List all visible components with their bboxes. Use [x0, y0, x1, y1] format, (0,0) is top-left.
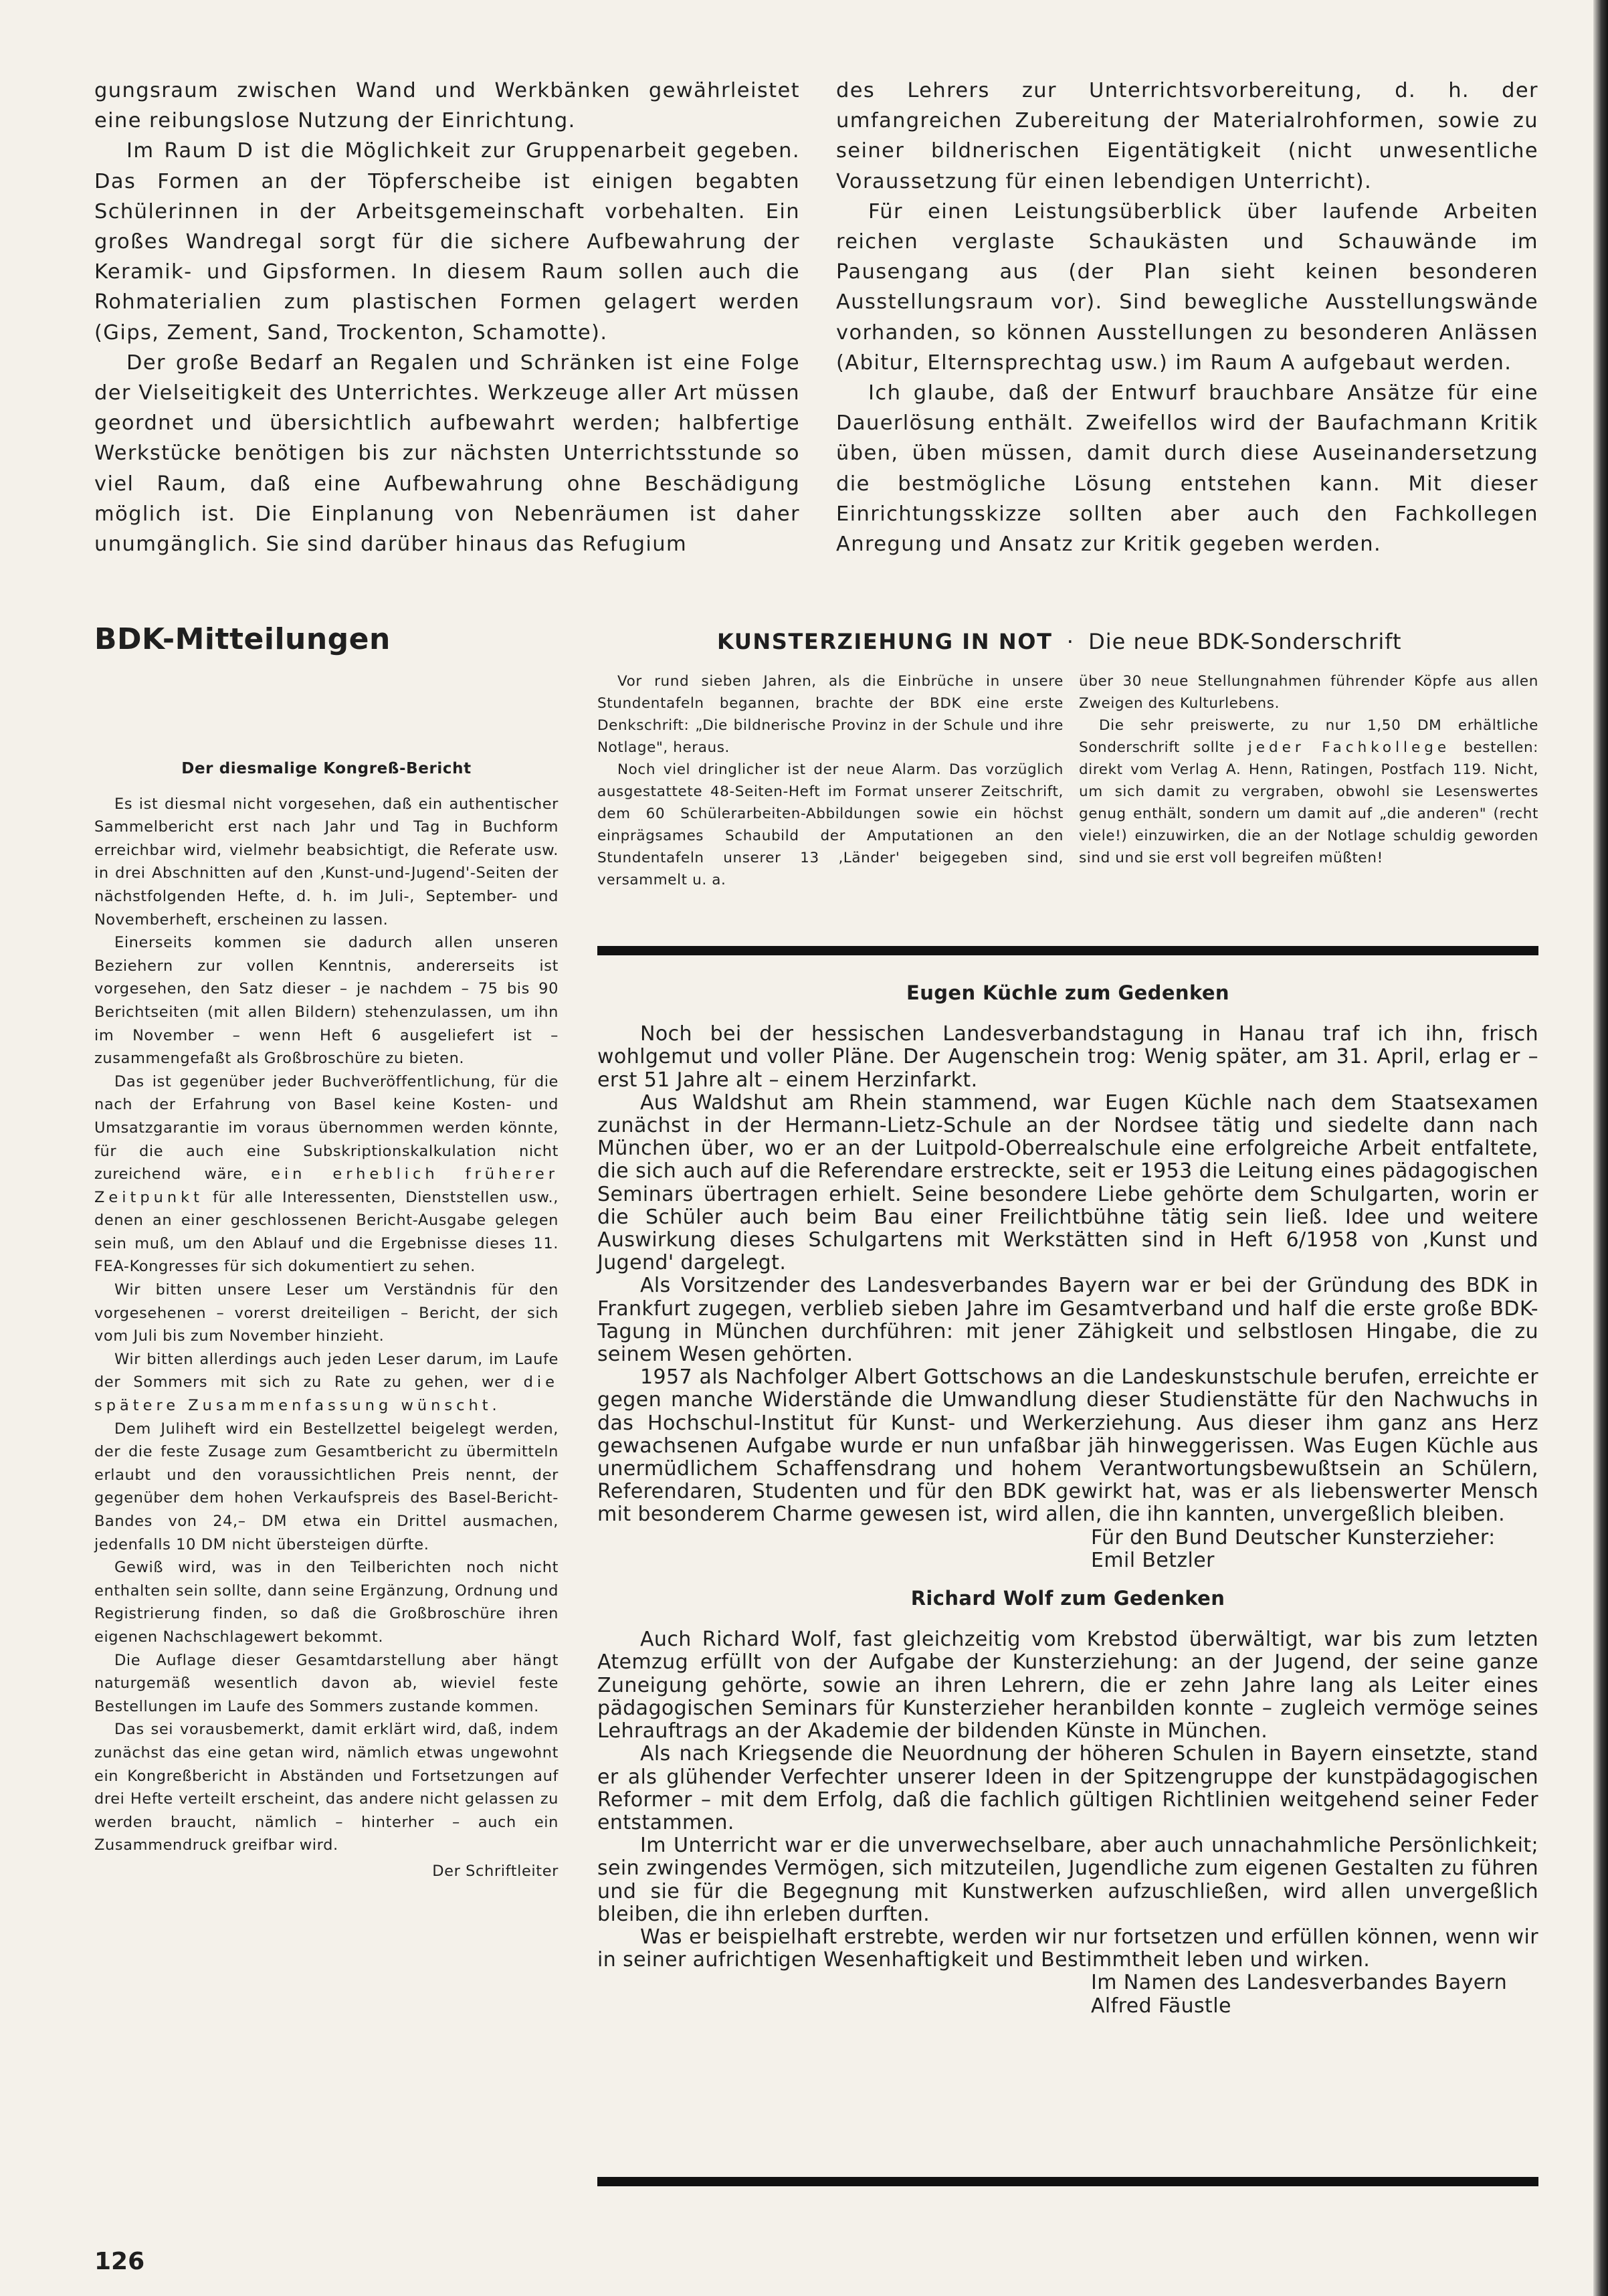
- paragraph: Vor rund sieben Jahren, als die Einbrüche in unsere Stundentafeln begannen, brachte der BDK eine erste Denkschrift: „Die bildnerische Provinz in der Schule und ihre Notlage", heraus.: [597, 673, 1064, 756]
- obituary-heading: Eugen Küchle zum Gedenken: [906, 981, 1229, 1004]
- paragraph: Als nach Kriegsende die Neuordnung der höheren Schulen in Bayern einsetzte, stand er als glühender Verfechter unserer Ideen in der Spitzengruppe der kunstpädagogischen Reformer – mit dem Erfolg, daß die fachlich gültigen Richtlinien weitgehend seiner Feder entstammen.: [597, 1742, 1538, 1834]
- paragraph: [1079, 714, 1538, 869]
- paragraph: Wir bitten unsere Leser um Verständnis für den vorgesehenen – vorerst dreiteiligen – Bericht, der sich vom Juli bis zum November hinzieht.: [94, 1281, 559, 1345]
- notice-title: KUNSTERZIEHUNG IN NOT: [717, 629, 1053, 654]
- kongress-article: [94, 757, 559, 1883]
- paragraph: Im Raum D ist die Möglichkeit zur Gruppenarbeit gegeben. Das Formen an der Töpferscheibe ist einigen begabten Schülerinnen in der Arbeitsgemeinschaft vorbehalten. Ein großes Wandregal sorgt für die sichere Aufbewahrung der Keramik- und Gipsformen. In diesem Raum sollen auch die Rohmaterialien zum plastischen Formen gelagert werden (Gips, Zement, Sand, Trockenton, Schamotte).: [94, 139, 800, 345]
- paragraph: Auch Richard Wolf, fast gleichzeitig vom Krebstod überwältigt, war bis zum letzten Atemzug erfüllt von der Aufgabe der Kunsterziehung: an der Jugend, der seine ganze Zuneigung gehörte, sowie an ihren Lehrern, die er zehn Jahre lang als Leiter eines pädagogischen Seminars für Kunsterzieher heranbilden konnte – zugleich vermöge seines Lehrauftrags an der Akademie der bildenden Künste in München.: [597, 1628, 1538, 1743]
- paragraph: Der große Bedarf an Regalen und Schränken ist eine Folge der Vielseitigkeit des Unterrichtes. Werkzeuge aller Art müssen geordnet und übersichtlich aufbewahrt werden; halbfertige Werkstücke benötigen bis zur nächsten Unterrichtsstunde so viel Raum, daß eine Aufbewahrung ohne Beschädigung möglich ist. Die Einplanung von Nebenräumen ist daher unumgänglich. Sie sind darüber hinaus das Refugium: [94, 351, 800, 557]
- obituaries: [597, 981, 1538, 2018]
- page-binding-edge: [1593, 0, 1608, 2296]
- paragraph: Ich glaube, daß der Entwurf brauchbare Ansätze für eine Dauerlösung enthält. Zweifellos wird der Baufachmann Kritik üben, üben müssen, damit durch diese Auseinandersetzung die bestmögliche Lösung entstehen kann. Mit dieser Einrichtungsskizze sollten aber auch den Fachkollegen Anregung und Ansatz zur Kritik gegeben werden.: [836, 381, 1538, 557]
- text-span: für alle Interessenten, Dienststellen usw., denen an einer geschlossenen Bericht-Ausgabe gelegen sein muß, um den Ablauf und die Ergebnisse dieses 11. FEA-Kongresses für sich dokumentiert zu sehen.: [94, 1188, 559, 1276]
- obituary-heading: Richard Wolf zum Gedenken: [910, 1587, 1225, 1610]
- divider-rule: [597, 946, 1538, 955]
- text-span: Die sehr preiswerte, zu nur 1,50 DM erhältliche Sonderschrift sollte: [1079, 717, 1538, 756]
- paragraph: Im Unterricht war er die unverwechselbare, aber auch unnachahmliche Persönlichkeit; sein zwingendes Vermögen, sich mitzuteilen, Jugendliche zum eigenen Gestalten zu führen und sie für die Begegnung mit Kunstwerken aufzuschließen, wird allen unvergeßlich bleiben, die ihn erleben durften.: [597, 1834, 1538, 1926]
- text-span: bestellen: direkt vom Verlag A. Henn, Ratingen, Postfach 119. Nicht, um sich damit zu vergraben, obwohl sie Lesenswertes genug enthält, sondern um damit auf „die anderen" (recht viele!) einzuwirken, die an der Notlage schuldig geworden sind und sie erst voll begreifen müßten!: [1079, 739, 1539, 866]
- paragraph: Gewiß wird, was in den Teilberichten noch nicht enthalten sein sollte, dann seine Ergänzung, Ordnung und Registrierung finden, so daß die Großbroschüre ihren eigenen Nachschlagewert bekommt.: [94, 1559, 559, 1646]
- paragraph: Noch viel dringlicher ist der neue Alarm. Das vorzüglich ausgestattete 48-Seiten-Heft im Format unserer Zeitschrift, dem 60 Schülerarbeiten-Abbildungen sowie ein höchst einprägsames Schaubild der Amputationen an den Stundentafeln unserer 13 ‚Länder' beigegeben sind, versammelt u. a.: [597, 761, 1064, 888]
- paragraph: Aus Waldshut am Rhein stammend, war Eugen Küchle nach dem Staatsexamen zunächst in der Hermann-Lietz-Schule an der Nordsee tätig und siedelte dann nach München über, wo er an der Luitpold-Oberrealschule eine erfolgreiche Arbeit entfaltete, die sich auch auf die Referendare erstreckte, seit er 1953 die Leitung eines pädagogischen Seminars übertragen erhielt. Seine besondere Liebe gehörte dem Schulgarten, worin er die Schüler auch beim Bau einer Freilichtbühne tätig sein ließ. Idee und weitere Auswirkung dieses Schulgartens mit Werkstätten sind in Heft 6/1958 von ‚Kunst und Jugend' dargelegt.: [597, 1090, 1538, 1275]
- paragraph: [94, 1348, 559, 1418]
- signature-name: Alfred Fäustle: [1091, 1994, 1231, 2018]
- top-right-column: [836, 76, 1538, 559]
- paragraph: Für einen Leistungsüberblick über laufende Arbeiten reichen verglaste Schaukästen und Schauwände im Pausengang aus (der Plan sieht keinen besonderen Ausstellungsraum vor). Sind bewegliche Ausstellungswände vorhanden, so können Ausstellungen zu besonderen Anlässen (Abitur, Elternsprechtag usw.) im Raum A aufgebaut werden.: [836, 199, 1538, 375]
- paragraph: des Lehrers zur Unterrichtsvorbereitung, d. h. der umfangreichen Zubereitung der Materialrohformen, sowie zu seiner bildnerischen Eigentätigkeit (nicht unwesentliche Voraussetzung für einen lebendigen Unterricht).: [836, 79, 1538, 193]
- paragraph: gungsraum zwischen Wand und Werkbänken gewährleistet eine reibungslose Nutzung der Einrichtung.: [94, 79, 800, 133]
- signature-name: Emil Betzler: [1091, 1548, 1215, 1572]
- paragraph: 1957 als Nachfolger Albert Gottschows an die Landeskunstschule berufen, erreichte er gegen manche Widerstände die Umwandlung dieser Studienstätte für den Nachwuchs in das Hochschul-Institut für Kunst- und Werkerziehung. Aus dieser ihm ganz ans Herz gewachsenen Aufgabe wurde er nun unfaßbar jäh hinweggerissen. Was Eugen Küchle aus unermüdlichem Schaffensdrang und hohem Verantwortungsbewußtsein an Schülern, Referendaren, Studenten und für den BDK gewirkt hat, was er als liebenswerter Mensch mit besonderem Charme gewesen ist, wird allen, die ihn kannten, unvergeßlich bleiben.: [597, 1365, 1538, 1527]
- paragraph: Was er beispielhaft erstrebte, werden wir nur fortsetzen und erfüllen können, wenn wir in seiner aufrichtigen Wesenhaftigkeit und Bestimmtheit leben und wirken.: [597, 1925, 1538, 1972]
- paragraph: Noch bei der hessischen Landesverbandstagung in Hanau traf ich ihn, frisch wohlgemut und voller Pläne. Der Augenschein trog: Wenig später, am 31. April, erlag er – erst 51 Jahre alt – einem Herzinfarkt.: [597, 1022, 1538, 1092]
- paragraph: Es ist diesmal nicht vorgesehen, daß ein authentischer Sammelbericht erst nach Jahr und Tag in Buchform erreichbar wird, vielmehr beabsichtigt, die Referate usw. in drei Abschnitten auf den ‚Kunst-und-Jugend'-Seiten der nächstfolgenden Hefte, d. h. im Juli-, September- und Novemberheft, erscheinen zu lassen.: [94, 795, 559, 929]
- signature-line: Für den Bund Deutscher Kunsterzieher:: [1091, 1525, 1496, 1549]
- notice-col-1: [597, 670, 1064, 891]
- notice-col-2: [1079, 670, 1538, 869]
- text-span: Das ist gegenüber jeder Buchveröffentlichung, für die nach der Erfahrung von Basel keine Kosten- und Umsatzgarantie im voraus übernommen werden könnte, für die auch eine Subskriptionskalkulation nicht zureichend wäre,: [94, 1072, 559, 1183]
- emphasis: jeder Fachkollege: [1247, 739, 1451, 756]
- notice-header: [717, 629, 1402, 654]
- emphasis: ein erheblich früherer Zeitpunkt: [94, 1165, 559, 1206]
- article-heading: Der diesmalige Kongreß-Bericht: [181, 760, 472, 777]
- paragraph: Einerseits kommen sie dadurch allen unseren Beziehern zur vollen Kenntnis, andererseits ist vorgesehen, den Satz dieser – je nachdem – 75 bis 90 Berichtseiten (mit allen Bildern) stehenzulassen, um ihn im November – wenn Heft 6 ausgeliefert ist – zusammengefaßt als Großbroschüre zu bieten.: [94, 934, 559, 1068]
- section-title: BDK-Mitteilungen: [94, 622, 391, 656]
- emphasis: die spätere Zusammenfassung wünscht.: [94, 1373, 559, 1415]
- paragraph: Die Auflage dieser Gesamtdarstellung aber hängt naturgemäß wesentlich davon ab, wieviel feste Bestellungen im Laufe des Sommers zustande kommen.: [94, 1651, 559, 1715]
- paragraph: Das sei vorausbemerkt, damit erklärt wird, daß, indem zunächst das eine getan wird, nämlich etwas ungewohnt ein Kongreßbericht in Abständen und Fortsetzungen auf drei Hefte verteilt erscheint, das andere nicht gelassen zu werden braucht, nämlich – hinterher – auch ein Zusammendruck greifbar wird.: [94, 1721, 559, 1854]
- paragraph: Als Vorsitzender des Landesverbandes Bayern war er bei der Gründung des BDK in Frankfurt zugegen, verblieb sieben Jahre im Gesamtverband und half die erste große BDK-Tagung in München durchführen: mit jener Zähigkeit und selbstlosen Hingabe, die zu seinem Wesen gehörten.: [597, 1274, 1538, 1367]
- paragraph: Dem Juliheft wird ein Bestellzettel beigelegt werden, der die feste Zusage zum Gesamtbericht zu übermitteln erlaubt und den voraussichtlichen Preis nennt, der gegenüber dem hohen Verkaufspreis des Basel-Bericht-Bandes von 24,– DM etwa ein Drittel ausmachen, jedenfalls 10 DM nicht übersteigen dürfte.: [94, 1420, 559, 1553]
- text-span: Wir bitten allerdings auch jeden Leser darum, im Laufe der Sommers mit sich zu Rate zu gehen, wer: [94, 1350, 559, 1392]
- page-number: 126: [94, 2248, 145, 2275]
- notice-subtitle: Die neue BDK-Sonderschrift: [1088, 629, 1402, 654]
- top-left-column: [94, 76, 800, 559]
- signature: Der Schriftleiter: [432, 1862, 559, 1880]
- signature-line: Im Namen des Landesverbandes Bayern: [1091, 1971, 1508, 1995]
- paragraph: über 30 neue Stellungnahmen führender Köpfe aus allen Zweigen des Kulturlebens.: [1079, 673, 1538, 712]
- paragraph: [94, 1070, 559, 1278]
- divider-rule: [597, 2177, 1538, 2186]
- separator: ·: [1066, 629, 1074, 654]
